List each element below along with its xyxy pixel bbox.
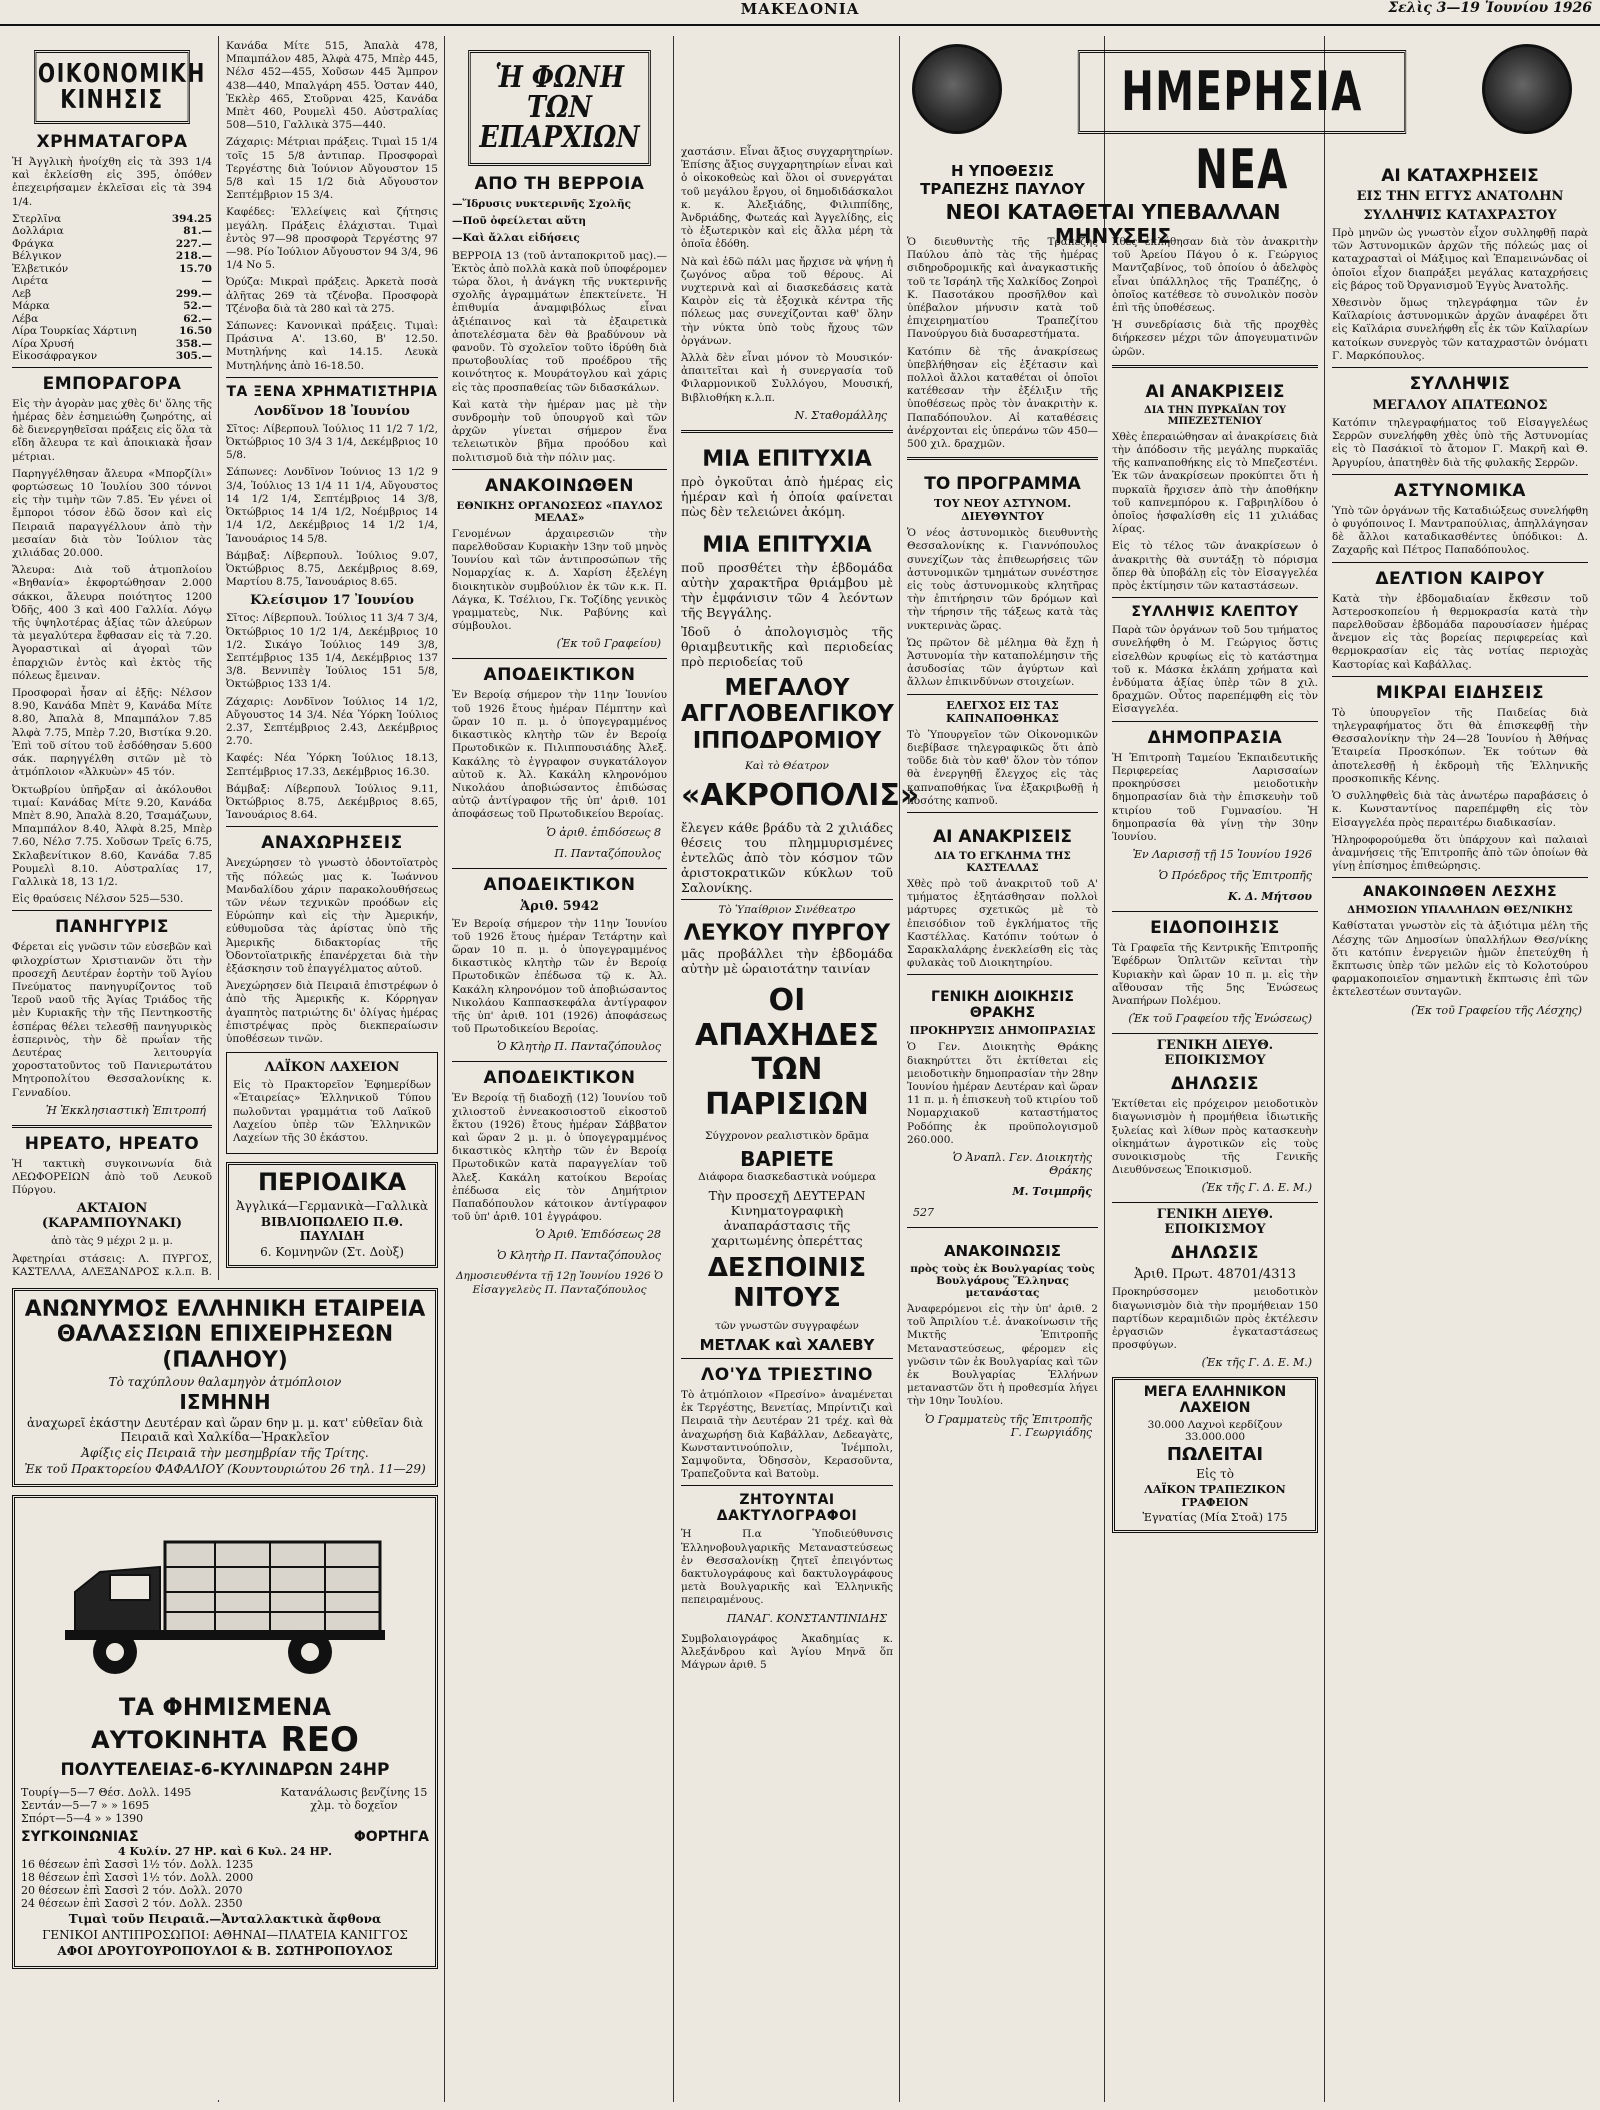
rate-name: Λίρα Χρυσή: [12, 337, 74, 350]
reo-specs: [21, 1845, 429, 1910]
foreign-markets-heading: ΤΑ ΞΕΝΑ ΧΡΗΜΑΤΙΣΤΗΡΙΑ: [226, 383, 438, 400]
reo-spec-line: 20 θέσεων ἐπὶ Σασσὶ 2 τόν. Δολλ. 2070: [21, 1884, 243, 1898]
notice-text: Ἐν Βεροίᾳ σήμερον τὴν 11ην Ἰουνίου τοῦ 1926 ἔτους ἡμέραν Τετάρτην καὶ ὥραν 10 π. μ. ὁ ὑπογεγραμμένος δικαστικὸς κλητὴρ τῶν ἐν Βεροίᾳ Πρωτοδικῶν ἐπέδωσα τῷ κ. Ἀλ. Κακάλη κληρονόμον τοῦ ἀποβιώσαντος Νικολάου Καππασκεφάλα ἀντίγραφον τῆς ὑπ' ἀριθ. 101 (1926) ἀποφάσεως τοῦ Πρωτοδικείου Βεροίας.: [452, 917, 667, 1036]
newspaper-title: ΜΑΚΕΔΟΝΙΑ: [740, 0, 860, 18]
markets-text: Κανάδα Μίτε 515, Ἀπαλὰ 478, Μπαμπάλον 485, Ἀλφὰ 475, Μπὲρ 445, Νέλσ 452—455, Χοῦσων 445 Ἄμπρον 438—440, Μπαλγάρη 455. Ὁσταν 440, Ἐκλὲρ 465, Στοῦρναι 425, Κανάδα Μπὲτ 460, Ρουμελὶ 450. Αὐστραλίας 508—510, Γαλλικὰ 375—440.: [226, 40, 438, 132]
weather-text: Κατὰ τὴν ἐβδομαδιαίαν ἔκθεσιν τοῦ Ἀστεροσκοπείου ἡ θερμοκρασία κατὰ τὴν παρελθοῦσαν ἑβδομάδα παρουσίασεν ἡμέρας ἄνεμον εἰς τὰς βορείας περιφερείας καὶ θερμοκρασίαν εἰς τὰς νοτίας περιοχὰς Καστορίας καὶ Καβάλλας.: [1332, 592, 1588, 671]
reo-agents: ΓΕΝΙΚΟΙ ΑΝΤΙΠΡΟΣΩΠΟΙ: ΑΘΗΝΑΙ—ΠΛΑΤΕΙΑ ΚΑΝΙΓΓΟΣ: [42, 1928, 408, 1943]
freight-heading: ΦΟΡΤΗΓΑ: [353, 1829, 429, 1846]
veria-subheading: —Ποῦ ὀφείλεται αὕτη: [452, 215, 587, 228]
migrants-heading: ΑΝΑΚΟΙΝΩΣΙΣ: [943, 1241, 1062, 1260]
info-text: Τὰ Γραφεῖα τῆς Κεντρικῆς Ἐπιτροπῆς Ἐφέδρων Ὁπλιτῶν κεῖνται τὴν Κυριακὴν καὶ ὥραν 10 π. μ. εἰς τὴν αἴθουσαν τῆς 5ης Ἑνώσεως Ἀναπήρων Πολέμου.: [1112, 942, 1318, 1007]
rate-value: 62.—: [183, 312, 212, 325]
coin-left-emblem: [912, 44, 1002, 134]
lottery-box: [226, 1052, 438, 1154]
hreato-place: ΑΚΤΑΙΟΝ (ΚΑΡΑΜΠΟΥΝΑΚΙ): [41, 1201, 183, 1232]
kastella-text: Χθὲς πρὸ τοῦ ἀνακριτοῦ τοῦ Α' τμήματος ἐξητάσθησαν πολλοὶ μάρτυρες σχετικῶς μὲ τὸ ἐπεισόδιον τοῦ ἐγκλήματος τῆς Καστέλλας. Κατόπιν τούτων ὁ Σαρακλαλάρης ἐνεκλείσθη εἰς τὰς φυλακὰς τοῦ Διοικητηρίου.: [907, 877, 1098, 970]
rate-name: Ἑλβετικόν: [12, 262, 69, 275]
column-rule: [673, 36, 674, 2102]
commerce-paragraph: Παρηγγέλθησαν ἄλευρα «Μπορζίλι» φορτώσεως 10 Ἰουλίου 300 τόννοι εἰς τὴν τιμὴν τῶν 7.85. Ἐν γένει οἱ ἔμποροι τόσον ἐδῶ ὅσον καὶ εἰς Πειραιᾶ παραγγέλλουν ἀπὸ τὴν μεσαίαν διὰ τὸν Ἰούλιον τὰς χιλιάδας 20.000.: [12, 467, 212, 560]
section-banner-provinces: Ἡ ΦΩΝΗ ΤΩΝ ΕΠΑΡΧΙΩΝ: [468, 50, 651, 166]
festival-signature: Ἡ Ἐκκλησιαστικὴ Ἐπιτροπή: [45, 1103, 206, 1117]
news-text: Ὁ συλληφθεὶς διὰ τὰς ἀνωτέρω παραβάσεις ὁ κ. Κωνσταντίνος παρεπέμφθη εἰς τὸν Εἰσαγγελέα πρὸς περαιτέρω διαδικασίαν.: [1332, 790, 1588, 829]
supply-sub: ΔΗΛΩΣΙΣ: [1170, 1074, 1260, 1095]
reo-models: [21, 1786, 191, 1825]
article-text: χαστάσιν. Εἶναι ἄξιος συγχαρητηρίων. Ἐπίσης ἄξιος συγχαρητηρίων εἶναι καὶ ὁ οἰκοκοθεὼς καὶ ὅλοι οἱ συνεργάται τοῦ μεγάλου ἔργου, οἱ δημοδιδάσκαλοι κ. κ. Ἀλεξιάδης, Φιλιππίδης, Ἀνδριάδης, Φωτεάς καὶ Ἀγγελίδης, εἰς τὸ ἐξωτερικὸν καὶ εἰς ἄλλα μέρη τὰ ὁποῖα ἐδόθη.: [681, 146, 893, 251]
article-sign: Ν. Σταθομάλλης: [794, 408, 887, 422]
ship-return: Ἀφίξις εἰς Πειραιᾶ τὴν μεσημβρίαν τῆς Τρίτης.: [81, 1445, 369, 1460]
auction-sign: Ὁ Πρόεδρος τῆς Ἐπιτροπῆς: [1158, 869, 1312, 883]
rate-row: [12, 288, 212, 301]
lottery-text: Εἰς τὸ Πρακτορεῖον Ἐφημερίδων «Ἑταιρείας» Ἑλληνικοῦ Τύπου πωλοῦνται γραμμάτια τοῦ Λαϊκοῦ Λαχείου ὑπὲρ τῶν Ἑλληνικῶν Λαχείων τῆς 30 ἐκάστου.: [233, 1079, 431, 1145]
weather-heading: ΔΕΛΤΙΟΝ ΚΑΙΡΟΥ: [1375, 568, 1545, 589]
rate-name: Φράγκα: [12, 237, 54, 250]
east-sub: ΕΙΣ ΤΗΝ ΕΓΓΥΣ ΑΝΑΤΟΛΗΝ: [1356, 189, 1564, 204]
east-heading: ΑΙ ΚΑΤΑΧΡΗΣΕΙΣ: [1381, 166, 1539, 186]
lottery-ad-title: ΜΕΓΑ ΕΛΛΗΝΙΚΟΝ ΛΑΧΕΙΟΝ: [1143, 1384, 1287, 1417]
periodicals-languages: Ἀγγλικά—Γερμανικὰ—Γαλλικὰ: [236, 1198, 428, 1213]
section-banner-economy: ΟΙΚΟΝΟΜΙΚΗ ΚΙΝΗΣΙΣ: [34, 50, 190, 124]
thief-text: Παρὰ τῶν ὀργάνων τοῦ 5ου τμήματος συνελήφθη ὁ Μ. Γεώργιος ὅστις εἰσελθὼν κρυφίως εἰς τὸ κατάστημα τοῦ κ. Μάσκα ἐκλάπη χρήματα καὶ ἐνδύματα ἀξίας ὑπὲρ τῶν 8 χιλ. δραχμῶν. Οὗτος παρεπέμφθη εἰς τὸν Εἰσαγγελέα.: [1112, 624, 1318, 716]
reo-model-line: Σπόρτ—5—4 » » 1390: [21, 1812, 144, 1826]
bottom-left-ads: [12, 1280, 438, 2100]
reo-model-line: Σεντάν—5—7 » » 1695: [21, 1799, 150, 1813]
markets-text: Ζάχαρις: Μέτριαι πράξεις. Τιμαὶ 15 1/4 τοῖς 15 5/8 ἀντιπαρ. Προσφοραὶ Τεργέστης διὰ Ἰούνιον Αὔγουστον 15 5/8 καὶ 15 1/2 διὰ Αὔγουστον Σεπτέμβριον 15 3/4.: [226, 136, 438, 202]
arrest-sub: ΜΕΓΑΛΟΥ ΑΠΑΤΕΩΝΟΣ: [1372, 398, 1548, 414]
periodicals-title: ΠΕΡΙΟΔΙΚΑ: [257, 1168, 407, 1197]
migrants-text: Ἀναφερόμενοι εἰς τὴν ὑπ' ἀριθ. 2 τοῦ Ἀπριλίου τ.ἐ. ἀνακοίνωσιν τῆς Μικτῆς Ἐπιτροπῆς Μεταναστεύσεως, φέρομεν εἰς γνῶσιν τῶν ἐκ Βουλγαρίας καὶ τῶν ἐκ Βουλγαρίας Ἑλλήνων μεταναστῶν ὅτι ἡ προθεσμία λήγει τὴν 10ην Ἰουλίου.: [907, 1302, 1098, 1408]
truck-illustration: [55, 1512, 395, 1682]
thrace-sign-name: Μ. Τσιμπρῆς: [1012, 1184, 1092, 1198]
rate-value: 15.70: [179, 262, 212, 275]
lloyd-text: Τὸ ἀτμόπλοιον «Πρεσίνο» ἀναμένεται ἐκ Τεργέστης, Βενετίας, Μπρίντιζι καὶ Πειραιᾶ τὴν Δευτέραν 21 τρέχ. καὶ θὰ ἀναχωρήσῃ διὰ Καβάλλαν, Δεδεαγὰτς, Κωνσταντινούπολιν, Ἰνέμπολι, Σαμψοῦντα, Ὀδησσὸν, Κερασοῦντα, Τραπεζοῦντα καὶ Βατοὺμ.: [681, 1389, 893, 1481]
notice-number: Ἀριθ. 5942: [520, 898, 599, 914]
bank-case-title: Η ΥΠΟΘΕΣΙΣ ΤΡΑΠΕΖΗΣ ΠΑΥΛΟΥ: [920, 162, 1085, 198]
ship-schedule: ἀναχωρεῖ ἑκάστην Δευτέραν καὶ ὥραν 6ην μ. μ. κατ' εὐθεῖαν διὰ Πειραιᾶ καὶ Χαλκίδα—Ἠρακλεῖον: [26, 1415, 424, 1444]
foreign-date: Λονδῖνον 18 Ἰουνίου: [254, 403, 410, 419]
rate-value: 299.—: [175, 287, 212, 300]
rate-name: Λιρέτα: [12, 275, 49, 288]
thief-heading: ΣΥΛΛΗΨΙΣ ΚΛΕΠΤΟΥ: [1131, 604, 1299, 621]
thrace-sign: Ὁ Ἀναπλ. Γεν. Διοικητὴς Θράκης: [952, 1150, 1092, 1177]
foreign-text: Ζάχαρις: Λονδῖνον Ἰούλιος 14 1/2, Αὔγουστος 14 3/4. Νέα Ὑόρκη Ἰούλιος 2.37, Σεπτέμβριος 2.43, Δεκέμβριος 2.70.: [226, 695, 438, 748]
reo-agents-names: ΑΦΟΙ ΔΡΟΥΓΟΥΡΟΠΟΥΛΟΙ & Β. ΣΩΤΗΡΟΠΟΥΛΟΣ: [57, 1944, 393, 1959]
rate-name: Λεβ: [12, 287, 32, 300]
rate-row: [12, 350, 212, 363]
news-heading: ΜΙΚΡΑΙ ΕΙΔΗΣΕΙΣ: [1375, 682, 1545, 703]
police-heading: ΑΣΤΥΝΟΜΙΚΑ: [1394, 480, 1526, 501]
program-text: Ὡς πρῶτον δὲ μέλημα θὰ ἔχῃ ἡ Ἀστυνομία τὴν καταπολέμησιν τῆς ἀσυδοσίας τῶν ἀγύρτων καὶ ἄλλων ἐπικινδύνων στοιχείων.: [907, 636, 1098, 689]
notice-sign: Π. Πανταζόπουλος: [554, 846, 661, 860]
periodicals-ad: [226, 1162, 438, 1268]
film-genre: Σύγχρονον ρεαλιστικὸν δρᾶμα: [704, 1130, 870, 1143]
assoc-text: Καθίσταται γνωστὸν εἰς τὰ ἀξιότιμα μέλη τῆς Λέσχης τῶν Δημοσίων ὑπαλλήλων Θεσ/νίκης ὅτι κατόπιν ἐνεργειῶν ἡμῶν ἐπετεύχθη ἡ ἔκπτωσις ὑπὲρ τῶν μελῶν εἰς τὸ Κολοτούρου φαρμακοποιεῖον σημαντικὴ ἔκπτωσις ἐπὶ τῶν ἐκτελεστέων συνταγῶν.: [1332, 920, 1588, 999]
rate-row: [12, 338, 212, 351]
variete-title: ΒΑΡΙΕΤΕ: [740, 1146, 834, 1171]
assoc-sign: (Ἐκ τοῦ Γραφείου τῆς Λέσχης): [1411, 1003, 1582, 1017]
bank-case-text: Ὁ διευθυντὴς τῆς Τραπέζης Παύλου ἀπὸ τὰς τῆς ἡμέρας σιδηροδρομικῆς καὶ ἀναγκαστικῆς τοῦ τε Ἰσράηλ τῆς Χαλκίδος Ζοηροὶ Κ. Πασοτάκου προσῆλθον καὶ ὑπέβαλον μήνυσιν κατὰ τοῦ ἐπιχειρηματίου Τραπεζίτου Πανούργου διὰ δυσαρεστήματα.: [907, 236, 1098, 341]
film2-title: ΔΕΣΠΟΙΝΙΣ ΝΙΤΟΥΣ: [707, 1252, 867, 1313]
notice-text: Ἐν Βεροίᾳ τῇ διαδοχῇ (12) Ἰουνίου τοῦ χιλιοστοῦ ἐννεακοσιοστοῦ εἰκοστοῦ ἕκτου (1926) ἔτους ἡμέραν Σάββατον καὶ ὥραν 2 μ. μ. ὁ ὑπογεγραμμένος δικαστικὸς κλητὴρ τῶν ἐν Βεροίᾳ Πρωτοδικῶν κατὰ παραγγελίαν τοῦ Ἀλεξ. Κακάλη κατοίκου Βεροίας ἐπέδωσα εἰς τὸν Δημήτριον Παπαδόπουλον κάτοικον ἀντίγραφον τοῦ ὑπ' ἀριθ. 101 ἐγγράφου.: [452, 1092, 667, 1224]
rate-value: 52.—: [183, 300, 212, 313]
commerce-heading: ΕΜΠΟΡΑΓΟΡΑ: [42, 373, 182, 394]
typists-heading: ΖΗΤΟΥΝΤΑΙ ΔΑΚΤΥΛΟΓΡΑΦΟΙ: [716, 1492, 858, 1525]
typists-text: Ἡ Π.α Ὑποδιεύθυνσις Ἑλληνοβουλγαρικῆς Μεταναστεύσεως ἐν Θεσσαλονίκῃ ζητεῖ ἐπειγόντως δακτυλογράφους καὶ δακτυλογράφους μετὰ Βουλγαρικῆς καὶ Ἑλληνικῆς πεπειραμένους.: [681, 1528, 893, 1607]
column-rule: [1324, 36, 1325, 2102]
rate-name: Μάρκα: [12, 300, 50, 313]
departures-text: Ἀνεχώρησεν διὰ Πειραιᾶ ἐπιστρέφων ὁ ἀπὸ τῆς Ἀμερικῆς κ. Κόρρηγαν ἀγαπητὸς πατριώτης δι' ὀλίγας ἡμέρας ἐπιστρέψας πρὸς διεκπεραίωσιν ὑποθέσεων τινῶν.: [226, 980, 438, 1045]
reo-title-1: ΤΑ ΦΗΜΙΣΜΕΝΑ: [119, 1692, 331, 1721]
transport-heading: ΣΥΓΚΟΙΝΩΝΙΑΣ: [21, 1829, 139, 1846]
commerce-paragraph: Ὀκτωβρίου ὑπῆρξαν αἱ ἀκόλουθοι τιμαί: Κανάδας Μίτε 9.20, Κανάδα Μπὲτ 8.90, Ἀπαλὰ 8.20, Τσαμάζωυν, Μπαμπάλον 8.40, Ἀλφὰ 8.25, Μπὲρ 7.60, Νέλσ 7.75. Χοῦσων Τρεῖς 6.75, Σκλαβενίτικον 8.60, Κανάδα 7.85 Ρουμελὶ 8.10. Αὐστραλίας 17, Γαλλικὰ 18, 13 1/2.: [12, 783, 212, 888]
departures-heading: ΑΝΑΧΩΡΗΣΕΙΣ: [261, 833, 403, 854]
foreign-text: Σάπωνες: Λονδῖνον Ἰούνιος 13 1/2 9 3/4, Ἰούλιος 13 1/4 11 1/4, Αὔγουστος 14 1/2 1/4, Σεπτέμβριος 14 3/8, Ὀκτώβριος 14 1/4 1/2, Νοέμβριος 14 1/4 1/2, Δεκέμβριος 14 1/2 1/4, Ἰανουάριος 14 5/8.: [226, 466, 438, 545]
rate-row: [12, 238, 212, 251]
lottery-ad-prize: 30.000 Λαχνοὶ κερδίζουν 33.000.000: [1147, 1418, 1283, 1443]
program-text: Ὁ νέος ἀστυνομικὸς διευθυντὴς Θεσσαλονίκης κ. Γιαννόπουλος συνεχίζων τὰς ἐπιθεωρήσεις τῶν ἀστυνομικῶν τμημάτων συνέστησε εἰς τοὺς ἀστυνομικοὺς κλητῆρας τὴν ἐπιτήρησιν τῶν δρόμων καὶ τὴν τήρησιν τῆς τάξεως κατὰ τὰς νυκτερινὰς ὥρας.: [907, 527, 1098, 632]
reo-ad: [12, 1495, 438, 1969]
assoc-heading: ΑΝΑΚΟΙΝΩΘΕΝ ΛΕΣΧΗΣ: [1362, 884, 1558, 901]
reo-tagline: ΠΟΛΥΤΕΛΕΙΑΣ-6-ΚΥΛΙΝΔΡΩΝ 24HP: [60, 1759, 390, 1780]
rate-row: [12, 313, 212, 326]
veria-text: ΒΕΡΡΟΙΑ 13 (τοῦ ἀνταποκριτοῦ μας).—Ἐκτὸς ἀπὸ πολλὰ κακὰ ποῦ ὑποφέρομεν τώρα ὅλοι, ἡ ἀνάγκη τῆς νυκτερινῆς σχολῆς ἀγραμμάτων ἐπεκτείνετε. Ἡ ἐπιθυμία ἀναμφιβόλως εἶναι ἀξιέπαινος καὶ τὰ ἐξαιρετικὰ ἀποτελέσματα δὲν θὰ βραδύνουν νὰ φανοῦν. Τὸ σχολεῖον τοῦτο ἱδρύθη διὰ πρωτοβουλίας τοῦ προέδρου τῆς κοινότητος κ. Μουράτογλου καὶ χάρις εἰς τὰς προσπαθείας τῶν διδασκάλων.: [452, 249, 667, 394]
rate-row: [12, 213, 212, 226]
veria-subheading: —Ἵδρυσις νυκτερινῆς Σχολῆς: [452, 198, 632, 210]
rate-name: Λέβα: [12, 312, 39, 325]
info-sign: (Ἐκ τοῦ Γραφείου τῆς Ἑνώσεως): [1128, 1012, 1312, 1026]
foreign-date: Κλείσιμον 17 Ἰουνίου: [250, 593, 414, 609]
hreato-stops: Ἀφετηρίαι στάσεις: Λ. ΠΥΡΓΟΣ, ΚΑΣΤΕΛΛΑ, ΑΛΕΞΑΝΔΡΟΣ κ.λ.π. Β.: [12, 1252, 212, 1278]
rate-name: Λίρα Τουρκίας Χάρτινη: [12, 325, 137, 338]
notice-heading: ΑΠΟΔΕΙΚΤΙΚΟΝ: [483, 874, 636, 895]
bank-case-text: Ἡ συνεδρίασις διὰ τῆς προχθὲς διήρκεσεν μέχρι τῶν ἀπογευματινῶν ὡρῶν.: [1112, 319, 1318, 358]
lottery-ad-shop: ΛΑΪΚΟΝ ΤΡΑΠΕΖΙΚΟΝ ΓΡΑΦΕΙΟΝ: [1144, 1483, 1286, 1510]
rate-row: [12, 225, 212, 238]
rate-row: [12, 263, 212, 276]
program-sub: ΤΟΥ ΝΕΟΥ ΑΣΤΥΝΟΜ. ΔΙΕΥΘΥΝΤΟΥ: [933, 497, 1072, 524]
rate-row: [12, 300, 212, 313]
rate-value: 394.25: [171, 212, 212, 225]
hippodrome-title: ΜΕΓΑΛΟΥ ΑΓΓΛΟΒΕΛΓΙΚΟΥ ΙΠΠΟΔΡΟΜΙΟΥ: [681, 674, 894, 754]
notice-sign: Ὁ Ἀριθ. Ἐπιδόσεως 28: [535, 1228, 661, 1242]
foreign-text: Σῖτος: Λίβερπουλ. Ἰούλιος 11 3/4 7 3/4, Ὀκτώβριος 10 1/2 1/4, Δεκέμβριος 10 1/2. Σικάγο Ἰούλιος 149 3/8, Σεπτέμβριος 135 1/4, Δεκέμβριος 137 3/8. Βεννιπὲγ Ἰούλιος 151 5/8, Ὀκτώβριος 133 1/4.: [226, 612, 438, 691]
thrace-number: 527: [913, 1205, 934, 1219]
column-6: [1112, 236, 1318, 2102]
tower-title: ΛΕΥΚΟΥ ΠΥΡΓΟΥ: [683, 921, 891, 947]
lottery-ad-address: Ἐγνατίας (Μία Στοᾶ) 175: [1142, 1511, 1288, 1525]
inquiry-heading: ΑΙ ΑΝΑΚΡΙΣΕΙΣ: [1145, 381, 1285, 402]
article-text: Ἀλλὰ δὲν εἶναι μόνον τὸ Μουσικόν· ἀπαιτεῖται καὶ ἡ συνεργασία τοῦ Φιλαρμονικοῦ Συλλόγου, Μουσική, Βιβλιοθήκη κ.λ.π.: [681, 352, 893, 404]
supply-sign: (Ἐκ τῆς Γ. Δ. Ε. Μ.): [1201, 1356, 1312, 1370]
reo-spec-line: 16 θέσεων ἐπὶ Σασσὶ 1½ τόν. Δολλ. 1235: [21, 1858, 254, 1872]
rate-value: 358.—: [175, 337, 212, 350]
film2-authors: τῶν γνωστῶν συγγραφέων: [715, 1319, 859, 1332]
notice-text: Ἐν Βεροίᾳ σήμερον τὴν 11ην Ἰουνίου τοῦ 1926 ἔτους ἡμέραν Πέμπτην καὶ ὥραν 10 π. μ. ὁ ὑπογεγραμμένος δικαστικὸς κλητὴρ τῶν ἐν Βεροίᾳ Πρωτοδικῶν κ. Πιλιππουσιάδης Ἀλεξ. Κακάλης τὸ ἐγγραφον συγκατάλογον αὐτοῦ κ. Ἀλ. Κακάλη κληρονόμου Νικολάου ἀποβιώσαντος ἐπιδώσας αὐτῷ ἀντίγραφον τῆς ὑπ' ἀριθ. 101 ἀποφάσεως τοῦ Πρωτοδικείου Βεροίας.: [452, 689, 667, 821]
theater-text: ἔλεγεν κάθε βράδυ τὰ 2 χιλιάδες θέσεις του πλημμυρισμένες ἐντελῶς ἀπὸ τὸν κόσμον τῶν ἀριστοκρατικῶν κύκλων τοῦ Σαλονίκης.: [681, 819, 893, 895]
tobacco-text: Τὸ Ὑπουργεῖον τῶν Οἰκονομικῶν διεβίβασε τηλεγραφικῶς ὅτι ἀπὸ τοῦδε διὰ τὸν καθ' ὅλον τὸν τόπον θὰ ἐνεργηθῇ ἔλεγχος εἰς τὰς καπναποθήκας ἵνα ἐξακριβωθῇ ἡ ποσότης καπνοῦ.: [907, 728, 1098, 807]
hreato-body: Ἡ τακτικὴ συγκοινωνία διὰ ΛΕΩΦΟΡΕΙΩΝ ἀπὸ τοῦ Λευκοῦ Πύργου.: [12, 1157, 212, 1197]
assoc-sub: ΔΗΜΟΣΙΩΝ ΥΠΑΛΛΗΛΩΝ ΘΕΣ/ΝΙΚΗΣ: [1347, 904, 1573, 917]
lottery-ad-sale: ΠΩΛΕΙΤΑΙ: [1166, 1443, 1264, 1465]
auction-sign-name: Κ. Δ. Μήτσου: [1227, 890, 1312, 904]
typists-sign-2: Συμβολαιογράφος Ἀκαδημίας κ. Ἀλεξάνδρου καὶ Ἁγίου Μηνᾶ ὅπ Μάγρων ἀριθ. 5: [681, 1632, 893, 1672]
rate-name: Στερλῖνα: [12, 212, 62, 225]
veria-subheadings: [452, 198, 667, 246]
supply-sign: (Ἐκ τῆς Γ. Δ. Ε. Μ.): [1201, 1181, 1312, 1195]
bank-case-text: Κατόπιν δὲ τῆς ἀνακρίσεως ὑπεβλήθησαν εἰς ἐξέτασιν καὶ πολλοὶ ἄλλοι καταθέται οἱ ὁποῖοι κατέθεσαν τὴν ἐξέλιξιν τῆς ὑποθέσεως πρὸς τὸν ἀνακριτὴν κ. Παπαδόπουλον. Αἱ καταθέσεις ἀνέρχονται εἰς ὑπεράνω τῶν 450—500 χιλ. δραχμῶν.: [907, 345, 1098, 451]
success-heading: ΜΙΑ ΕΠΙΤΥΧΙΑ: [702, 532, 872, 558]
rate-row: [12, 250, 212, 263]
inquiry-sub: ΔΙΑ ΤΗΝ ΠΥΡΚΑΪΑΝ ΤΟΥ ΜΠΕΖΕΣΤΕΝΙΟΥ: [1143, 404, 1287, 427]
reo-spec-line: 4 Κυλίν. 27 ΗΡ. καὶ 6 Κυλ. 24 ΗΡ.: [117, 1845, 332, 1859]
lottery-ad: [1112, 1377, 1318, 1533]
daily-news-title: ΗΜΕΡΗΣΙΑ ΝΕΑ: [1078, 50, 1406, 134]
auction-date: Ἐν Λαρισσῇ τῇ 15 Ἰουνίου 1926: [1132, 848, 1312, 862]
typists-sign: ΠΑΝΑΓ. ΚΟΝΣΤΑΝΤΙΝΙΔΗΣ: [726, 1611, 887, 1625]
supply-text: Προκηρύσσομεν μειοδοτικὸν διαγωνισμὸν διὰ τὴν προμήθειαν 150 παρτίδων κεραμιδιῶν πρὸς ἐκτέλεσιν ἐργασιῶν ἐγκαταστάσεως προσφύγων.: [1112, 1286, 1318, 1352]
bank-case-subtitle: ΝΕΟΙ ΚΑΤΑΘΕΤΑΙ ΥΠΕΒΑΛΛΑΝ ΜΗΝΥΣΕΙΣ: [945, 200, 1281, 248]
arrest-heading: ΣΥΛΛΗΨΙΣ: [1409, 374, 1511, 395]
column-3: [452, 36, 667, 2102]
thrace-text: Ὁ Γεν. Διοικητὴς Θράκης διακηρύττει ὅτι ἐκτίθεται εἰς μειοδοτικὴν δημοπρασίαν τὴν 28ην Ἰουνίου ἡμέραν Δευτέραν καὶ ὥραν 11 π. μ. ἡ ἐπισκευὴ τοῦ κτιρίου τοῦ Νομαρχιακοῦ καταστήματος Ροδόπης ἐκ προϋπολογισμοῦ 260.000.: [907, 1041, 1098, 1146]
bank-case-text: Χθὲς ἐκλήθησαν διὰ τὸν ἀνακριτὴν τοῦ Ἀρείου Πάγου ὁ κ. Γεώργιος Μαντζαβίνος, τοῦ ὁποίου ὁ ἀδελφὸς εἶναι ὑπάλληλος τῆς Τραπέζης, ὁ ὁποῖος κατέθεσε τὸ συνολικὸν ποσὸν ἐπὶ τῆς ὑποθέσεως.: [1112, 236, 1318, 315]
coin-right-emblem: [1482, 44, 1572, 134]
foreign-text: Καφές: Νέα Ὑόρκη Ἰούλιος 18.13, Σεπτέμβριος 17.33, Δεκέμβριος 16.30.: [226, 752, 438, 778]
ship-office: Ἐκ τοῦ Πρακτορείου ΦΑΦΑΛΙΟΥ (Κουντουριώτου 26 τηλ. 11—29): [24, 1461, 426, 1476]
date-line: Σελὶς 3—19 Ἰουνίου 1926: [1388, 0, 1592, 16]
rate-row: [12, 325, 212, 338]
thrace-sub: ΠΡΟΚΗΡΥΞΙΣ ΔΗΜΟΠΡΑΣΙΑΣ: [909, 1024, 1096, 1038]
column-5-body: [907, 236, 1098, 2102]
supply-number: Ἀριθ. Πρωτ. 48701/4313: [1133, 1267, 1297, 1283]
foreign-text: Βάμβαξ: Λίβερπουλ Ἰούλιος 9.11, Ὀκτώβριος 8.75, Δεκέμβριος 8.65, Ἰανουάριος 8.64.: [226, 782, 438, 822]
notice-heading: ΑΠΟΔΕΙΚΤΙΚΟΝ: [483, 665, 636, 686]
reo-spec-line: 18 θέσεων ἐπὶ Σασσὶ 1½ τόν. Δολλ. 2000: [21, 1871, 254, 1885]
program-heading: ΤΟ ΠΡΟΓΡΑΜΜΑ: [924, 474, 1081, 495]
supply-heading: ΓΕΝΙΚΗ ΔΙΕΥΘ. ΕΠΟΙΚΙΣΜΟΥ: [1156, 1038, 1274, 1069]
commerce-paragraph: Ἄλευρα: Διὰ τοῦ ἀτμοπλοίου «Βηθανία» ἐκφορτώθησαν 2.000 σάκκοι, ἄλευρα ποιότητος 1200 Ὀδῆς, 400 3 καὶ 400 Γαλλία. Λόγῳ τῆς ὑψηλοτέρας ἀξίας τῶν ἀλεύρων τὰ μεγαλύτερα ἔφθασαν εἰς τὰ 7.20. Ἀγοραστικαὶ αἱ ἀγοραὶ τῶν ἐπαρχιῶν ἐντὸς καὶ ἐκτὸς τῆς πόλεως ἔμειναν.: [12, 564, 212, 682]
markets-text: Σάπωνες: Κανονικαὶ πράξεις. Τιμαὶ: Πράσινα Α'. 13.60, Β' 12.50. Μυτηλήνης καὶ 14.15. Λευκὰ Μυτηλήνης ἀπὸ 16-18.50.: [226, 320, 438, 372]
kastella-heading: ΑΙ ΑΝΑΚΡΙΣΕΙΣ: [932, 826, 1073, 847]
tower-text: μᾶς προβάλλει τὴν ἑβδομάδα αὐτὴν μὲ ὡραιοτάτην ταινίαν: [681, 946, 893, 977]
east-text: Πρὸ μηνῶν ὡς γνωστὸν εἶχον συλληφθῇ παρὰ τῶν Ἀστυνομικῶν ἀρχῶν τῆς πόλεώς μας οἱ καταχρασταὶ οἱ Μάξιμος καὶ Ἐπαμεινώνδας οἱ ὁποῖοι εἶχον διαπράξει μεγάλας καταχρήσεις εἰς βάρος τοῦ Ὀργανισμοῦ Ἐγγὺς Ἀνατολῆς.: [1332, 227, 1588, 292]
east-text: Χθεσινὸν ὅμως τηλεγράφημα τῶν ἐν Καϊλαρίοις ἀστυνομικῶν ἀρχῶν ἀναφέρει ὅτι εἰς Καϊλάρια συνελήφθη εἷς ἐκ τῶν Καϊλαρίων κατοίκων συνεργὸς τῶν καταχραστῶν ὀνόματι Γ. Μαρκόπουλος.: [1332, 297, 1588, 362]
rate-value: 305.—: [175, 350, 212, 363]
masthead: [0, 0, 1600, 26]
theater-intro: Καὶ τὸ Θέατρον: [745, 760, 829, 773]
reo-price-note: Τιμαὶ τοῦν Πειραιᾶ.—Ἀνταλλακτικὰ ἄφθονα: [68, 1912, 382, 1927]
lloyd-heading: ΛΟ'ΥΔ ΤΡΙΕΣΤΙΝΟ: [701, 1365, 873, 1386]
success-heading: ΜΙΑ ΕΠΙΤΥΧΙΑ: [702, 446, 872, 472]
inquiry-text: Εἰς τὸ τέλος τῶν ἀνακρίσεων ὁ ἀνακριτὴς θὰ συντάξῃ τὸ πόρισμα ὅπερ θὰ ὑποβάλῃ εἰς τὸν Εἰσαγγελέα πρὸς ἐκτίμησιν τῶν καταστάσεων.: [1112, 540, 1318, 593]
migrants-sub: πρὸς τοὺς ἐκ Βουλγαρίας τοὺς Βουλγάρους Ἕλληνας μετανάστας: [910, 1262, 1095, 1299]
success-text: πρὸ ὀγκοῦται ἀπὸ ἡμέρας εἰς ἡμέραν καὶ ἡ ὁποία φαίνεται πὼς δὲν τελειώνει ἀκόμη.: [681, 473, 893, 519]
rate-value: —: [201, 275, 212, 288]
rate-value: 81.—: [183, 225, 212, 238]
rate-name: Βέλγικον: [12, 250, 62, 263]
supply-sub: ΔΗΛΩΣΙΣ: [1170, 1243, 1260, 1264]
auction-text: Ἡ Ἐπιτροπὴ Ταμείου Ἐκπαιδευτικῆς Περιφερείας Λαρισσαίων προκηρύσσει μειοδοτικὴν δημοπρασίαν διὰ τὴν ἐπισκευὴν τοῦ κτιρίου τοῦ Γυμνασίου. Ἡ δημοπρασία θὰ γίνῃ τὴν 30ην Ἰουνίου.: [1112, 751, 1318, 843]
hippodrome-intro: Ἰδοῦ ὁ ἀπολογισμὸς τῆς θριαμβευτικῆς καὶ περιοδείας πρὸ περιοδείας τοῦ: [681, 623, 893, 669]
thrace-heading: ΓΕΝΙΚΗ ΔΙΟΙΚΗΣΙΣ ΘΡΑΚΗΣ: [931, 989, 1074, 1022]
east-sub: ΣΥΛΛΗΨΙΣ ΚΑΤΑΧΡΑΣΤΟΥ: [1363, 208, 1557, 223]
announcement-text: Γενομένων ἀρχαιρεσιῶν τὴν παρελθοῦσαν Κυριακὴν 13ην τοῦ μηνὸς Ἰουνίου καὶ τῶν ἀντιπροσώπων τῆς Νομαρχίας κ. Δ. Χαρίση ἐξελέγη διοικητικὸν συμβούλιον ἐκ τῶν κ.κ. Π. Λάγκα, Κ. Τσέλιου, Γκ. Τοζίδης γενικὸς γραμματεὺς, Νικ. Ραβύνης καὶ σύμβουλοι.: [452, 527, 667, 633]
rate-name: Δολλάρια: [12, 225, 64, 238]
inquiry-text: Χθὲς ἐπεραιώθησαν αἱ ἀνακρίσεις διὰ τὴν ἀπόδοσιν τῆς μεγάλης πυρκαϊᾶς τῆς καπναποθήκης εἰς τὸ Μπεζεστένι. Ἐκ τῶν ἀνακρίσεων προκύπτει ὅτι ἡ πυρκαϊὰ ἤρχισεν ἀπὸ τὴν ἀποθήκην τοῦ καπνεμπόρου κ. Γαβριηλίδου ὁ ὁποῖος ἠσφαλίσθη εἰς 11 χιλιάδας λίρας.: [1112, 430, 1318, 536]
rate-value: 16.50: [179, 325, 212, 338]
ship-name: ΙΣΜΗΝΗ: [179, 1389, 271, 1414]
column-4: [681, 36, 920, 2102]
kastella-sub: ΔΙΑ ΤΟ ΕΓΚΛΗΜΑ ΤΗΣ ΚΑΣΤΕΛΛΑΣ: [934, 849, 1071, 874]
film-title: ΟΙ ΑΠΑΧΗΔΕΣ ΤΩΝ ΠΑΡΙΣΙΩΝ: [695, 983, 879, 1122]
tobacco-heading: ΕΛΕΓΧΟΣ ΕΙΣ ΤΑΣ ΚΑΠΝΑΠΟΘΗΚΑΣ: [946, 698, 1059, 725]
info-heading: ΕΙΔΟΠΟΙΗΣΙΣ: [1150, 918, 1280, 939]
announcement-sign: (Ἐκ τοῦ Γραφείου): [556, 637, 661, 651]
hreato-heading: ΗΡΕΑΤΟ, ΗΡΕΑΤΟ: [24, 1133, 200, 1154]
supply-heading: ΓΕΝΙΚΗ ΔΙΕΥΘ. ΕΠΟΙΚΙΣΜΟΥ: [1156, 1207, 1274, 1238]
company-ad: [12, 1288, 438, 1487]
column-rule: [1104, 36, 1105, 2102]
foreign-text: Βάμβαξ: Λίβερπουλ. Ἰούλιος 9.07, Ὀκτώβριος 8.75, Δεκέμβριος 8.69, Μαρτίου 8.75, Ἰανουάριος 8.65.: [226, 549, 438, 589]
markets-text: Ὀρύζα: Μικραὶ πράξεις. Ἀρκετὰ ποσὰ ἀλῆτας 269 τὰ τζένοβα. Προσφορὰ Τζένοβα διὰ τὰ 280 καὶ τὰ 275.: [226, 276, 438, 315]
rate-name: Εἰκοσάφραγκον: [12, 350, 98, 363]
news-text: Ἠληροφορούμεθα ὅτι ὑπάρχουν καὶ παλαιαὶ ἀναμνήσεις τῆς Ἐπιτροπῆς ἀπὸ τῶν ὁποίων θὰ γίνῃ ἐπίσημος ἐπιθεώρησις.: [1332, 833, 1588, 873]
article-text: Νὰ καὶ ἐδῶ πάλι μας ἤρχισε νὰ ψήνῃ ἡ ζωγόνος αὔρα τοῦ θέρους. Αἱ νυχτερινὰ καὶ αἱ διασκεδάσεις κατὰ Καιρὸν εἰς τὰ ἐξοχικὰ κέντρα τῆς πόλεως μας συνεχίζονται καθ' ὅλην τὴν νύκτα ὑπὸ τοὺς ἤχους τῶν ὀργάνων.: [681, 255, 893, 347]
reo-model-line: Τουρίγ—5—7 Θέσ. Δολλ. 1495: [21, 1786, 192, 1800]
exchange-heading: ΧΡΗΜΑΤΑΓΟΡΑ: [36, 132, 188, 152]
markets-text: Καφέδες: Ἐλλείψεις καὶ ζήτησις μεγάλη. Πράξεις ἐλάχισται. Τιμαὶ ἐντὸς 97—98 προσφορὰ Τεργέστης 97—98. Ρίο Ἰούλιον Αὔγουστον 94 3/4, 96 1/4 Νο 5.: [226, 206, 438, 272]
notice-footer: Δημοσιευθέντα τῇ 12ῃ Ἰουνίου 1926 Ὁ Εἰσαγγελεὺς Π. Πανταζόπουλος: [455, 1270, 664, 1296]
notice-heading: ΑΠΟΔΕΙΚΤΙΚΟΝ: [483, 1068, 636, 1089]
next-show-intro: Τὴν προσεχῆ ΔΕΥΤΕΡΑΝ Κινηματογραφικὴ ἀναπαράστασις τῆς χαριτωμένης ὀπερέττας: [708, 1187, 866, 1248]
announcement-sub: ΕΘΝΙΚΗΣ ΟΡΓΑΝΩΣΕΩΣ «ΠΑΥΛΟΣ ΜΕΛΑΣ»: [456, 499, 663, 524]
periodicals-shop: ΒΙΒΛΙΟΠΩΛΕΙΟ Π.Θ. ΠΑΥΛΙΔΗ: [260, 1214, 404, 1243]
variete-text: Διάφορα διασκεδαστικὰ νούμερα: [698, 1170, 876, 1183]
exchange-rates-table: [12, 213, 212, 363]
periodicals-address: 6. Κομνηνῶν (Στ. Δοὺξ): [260, 1244, 404, 1259]
notice-sign: Ὁ ἀριθ. ἐπιδόσεως 8: [546, 825, 661, 839]
rate-row: [12, 275, 212, 288]
lottery-heading: ΛΑΪΚΟΝ ΛΑΧΕΙΟΝ: [264, 1060, 400, 1076]
festival-body: Φέρεται εἰς γνῶσιν τῶν εὐσεβῶν καὶ φιλοχρίστων Χριστιανῶν ὅτι τὴν προσεχῆ Δευτέραν ἑορτὴν τοῦ Ἁγίου Πνεύματος πανηγυρίζοντος τοῦ Ἱεροῦ ναοῦ τῆς Ἁγίας Τριάδος τῆς μὲν Κυριακῆς τὴν τῆς Πεντηκοστῆς ἑσπέρας θέλει τελεσθῇ πανηγυρικὸς ἑσπερινὸς, τὴν δὲ πρωΐαν τῆς Δευτέρας λειτουργία χοροστατοῦντος τοῦ Πανιερωτάτου Μητροπολίτου Θεσσαλονίκης κ. Γενναδίου.: [12, 941, 212, 1099]
exchange-intro: Ἡ Ἀγγλικὴ ἠνοίχθη εἰς τὰ 393 1/4 καὶ ἐκλείσθη εἰς 395, ὁπόθεν ἐπεχειρήσαμεν ἐκλεῖσαι εἰς τὰ 394 1/4.: [12, 156, 212, 208]
announcement-heading: ΑΝΑΚΟΙΝΩΘΕΝ: [485, 475, 634, 496]
veria-heading: ΑΠΟ ΤΗ ΒΕΡΡΟΙΑ: [474, 174, 645, 194]
reo-spec-line: 24 θέσεων ἐπὶ Σασσὶ 2 τόν. Δολλ. 2350: [21, 1897, 243, 1911]
tower-intro: Τὸ Ὑπαίθριον Σινέθεατρο: [718, 903, 856, 916]
notice-sign: Ὁ Κλητὴρ Π. Πανταζόπουλος: [496, 1040, 661, 1054]
rate-value: 218.—: [175, 250, 212, 263]
film2-names: ΜΕΤΛΑΚ καὶ ΧΑΛΕΒΥ: [699, 1335, 875, 1354]
reo-fuel-note: Κατανάλωσις βενζίνης 15 χλμ. τὸ δοχεῖον: [280, 1786, 428, 1813]
supply-text: Ἐκτίθεται εἰς πρόχειρον μειοδοτικὸν διαγωνισμὸν ἡ προμήθεια ἰδιωτικῆς ξυλείας καὶ λίθων πρὸς κατασκευὴν οἰκημάτων ἀγροτικῶν εἰς τοὺς συνοικισμοὺς τῆς Γενικῆς Διευθύνσεως Ἐποικισμοῦ.: [1112, 1098, 1318, 1177]
column-7: [1332, 152, 1588, 2102]
lottery-ad-where: Εἰς τὸ: [1196, 1467, 1234, 1482]
rate-value: 227.—: [175, 237, 212, 250]
success-text: ποῦ προσθέτει τὴν ἑβδομάδα αὐτὴν χαρακτῆρα θριάμβου μὲ τὴν ἐμφάνισιν τῶν 4 λεόντων τῆς Βεγγάλης.: [681, 559, 893, 620]
ship-intro: Τὸ ταχύπλουν θαλαμηγὸν ἀτμόπλοιον: [108, 1374, 342, 1389]
foreign-text: Σῖτος: Λίβερπουλ Ἰούλιος 11 1/2 7 1/2, Ὀκτώβριος 10 3/4 3 1/4, Δεκέμβριος 10 5/8.: [226, 422, 438, 462]
festival-heading: ΠΑΝΗΓΥΡΙΣ: [55, 917, 169, 938]
column-rule: [899, 36, 900, 2102]
commerce-paragraph: Προσφοραὶ ἦσαν αἱ ἑξῆς: Νέλσον 8.90, Κανάδα Μπὲτ 9, Κανάδα Μίτε 8.80, Ἀπαλὰ 8, Μπαμπάλον 7.85 Ἀλφὰ 7.75, Μπὲρ 7.20, Βιστίκα 9.20. Ἐπὶ τοῦ σίτου τοῦ ἐσδόθησαν 5.600 σάκ. παρηγγέλθη σιτῶν μὲ τὸ ἀτμόπλοιον «Ἀλκυὼν» 45 τόν.: [12, 687, 212, 779]
departures-text: Ἀνεχώρησεν τὸ γνωστὸ ὁδοντοϊατρὸς τῆς πόλεώς μας κ. Ἰωάννου Μανδαλίδου χάριν παρακολουθήσεως τῶν νέων τεχνικῶν προόδων εἰς Εὐρώπην καὶ εἰς τὴν Ἀμερικήν, εὐθυμοῦσα τὰς ἀρίστας ὑπὸ τῆς Ἀμερικῆς διδακτορίας τῆς Ὀδοντοϊατρικῆς ἐπανέρχεται διὰ τὴν ἐξάσκησιν τοῦ ἐπαγγέλματος αὐτοῦ.: [226, 857, 438, 975]
company-title: ΑΝΩΝΥΜΟΣ ΕΛΛΗΝΙΚΗ ΕΤΑΙΡΕΙΑ ΘΑΛΑΣΣΙΩΝ ΕΠΙΧΕΙΡΗΣΕΩΝ (ΠΑΛΗΟΥ): [24, 1297, 426, 1373]
commerce-paragraph: Εἰς θραύσεις Νέλσον 525—530.: [12, 893, 184, 906]
commerce-paragraph: Εἰς τὴν ἀγορὰν μας χθὲς δι' ὅλης τῆς ἡμέρας δὲν ἐσημειώθη ζωηρότης, αἱ δὲ διενεργηθεῖσαι πράξεις εἰς ὅλα τὰ εἴδη ἄλευρα τε καὶ ἀποικιακὰ ἦσαν μέτριαι.: [12, 397, 212, 463]
hreato-hours: ἀπὸ τὰς 9 μέχρι 2 μ. μ.: [51, 1235, 173, 1248]
reo-brand: REO: [280, 1720, 359, 1761]
police-text: Ὑπὸ τῶν ὀργάνων τῆς Καταδιώξεως συνελήφθη ὁ φυγόποινος Ι. Μαντραπούλιας, ἀπηλλάγησαν δὲ ἄλλοι καταδικασθέντες ὑπόδικοι: Δ. Ζαχαρῆς καὶ Πέτρος Παπαδόπουλος.: [1332, 504, 1588, 557]
veria-subheading: —Καὶ ἄλλαι εἰδήσεις: [452, 232, 580, 245]
veria-text: Καὶ κατὰ τὴν ἡμέραν μας μὲ τὴν συνδρομὴν τοῦ ὑπουργοῦ καὶ τῶν ἀρχῶν γίνεται σήμερον ἕνα τελειωτικὸν βῆμα προόδου καὶ πολιτισμοῦ διὰ τὴν πόλιν μας.: [452, 398, 667, 464]
auction-heading: ΔΗΜΟΠΡΑΣΙΑ: [1147, 727, 1283, 748]
migrants-sign: Ὁ Γραμματεὺς τῆς Ἐπιτροπῆς Γ. Γεωργιάδης: [925, 1412, 1092, 1439]
column-rule: [444, 36, 445, 2102]
reo-title-2: ΑΥΤΟΚΙΝΗΤΑ: [91, 1726, 267, 1755]
news-text: Τὸ ὑπουργεῖον τῆς Παιδείας διὰ τηλεγραφήματος ὅτι θὰ ἐπισκεφθῇ τὴν Θεσσαλονίκην τὴν 24—28 Ἰουνίου ἡ Ἀθήνας Ἑταιρεία Προσκόπων. Ἐκ τούτων θὰ ἀποτελεσθῇ ἡ ἐκδρομὴ τῆς Ἑλληνικῆς προσκοπικῆς Κένης.: [1332, 706, 1588, 785]
notice-sign: Ὁ Κλητὴρ Π. Πανταζόπουλος: [496, 1249, 661, 1263]
theater-title: «ΑΚΡΟΠΟΛΙΣ»: [681, 778, 920, 814]
arrest-text: Κατόπιν τηλεγραφήματος τοῦ Εἰσαγγελέως Σερρῶν συνελήφθη χθὲς ὑπὸ τῆς Ἀστυνομίας εἰς τὸ Πασάκιοϊ τὸ ἄτομον Γ. Μακρῆ καὶ Θ. Ἀργυρίου, ἀπατηθὲν διὰ τῆς φυλακῆς Σερρῶν.: [1332, 417, 1588, 469]
